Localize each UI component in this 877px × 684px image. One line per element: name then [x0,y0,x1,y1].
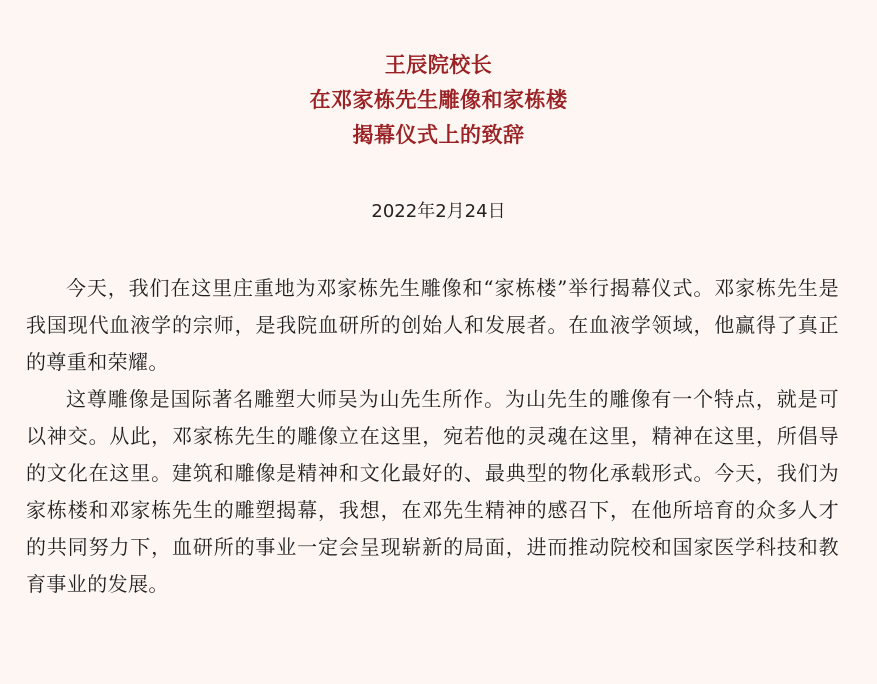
speech-title [0,48,877,153]
title-line-speaker: 王辰院校长 [384,53,493,77]
speech-body [26,270,839,603]
speech-date: 2022年2月24日 [371,201,506,222]
paragraph-1: 今天，我们在这里庄重地为邓家栋先生雕像和“家栋楼”举行揭幕仪式。邓家栋先生是我国现代血液学的宗师，是我院血研所的创始人和发展者。在血液学领域，他赢得了真正的尊重和荣耀。 [26,276,839,374]
paragraph-2: 这尊雕像是国际著名雕塑大师吴为山先生所作。为山先生的雕像有一个特点，就是可以神交。从此，邓家栋先生的雕像立在这里，宛若他的灵魂在这里，精神在这里，所倡导的文化在这里。建筑和雕像是精神和文化最好的、最典型的物化承载形式。今天，我们为家栋楼和邓家栋先生的雕塑揭幕，我想，在邓先生精神的感召下，在他所培育的众多人才的共同努力下，血研所的事业一定会呈现崭新的局面，进而推动院校和国家医学科技和教育事业的发展。 [26,387,839,596]
title-line-type: 揭幕仪式上的致辞 [352,123,525,147]
title-line-occasion: 在邓家栋先生雕像和家栋楼 [309,88,568,112]
